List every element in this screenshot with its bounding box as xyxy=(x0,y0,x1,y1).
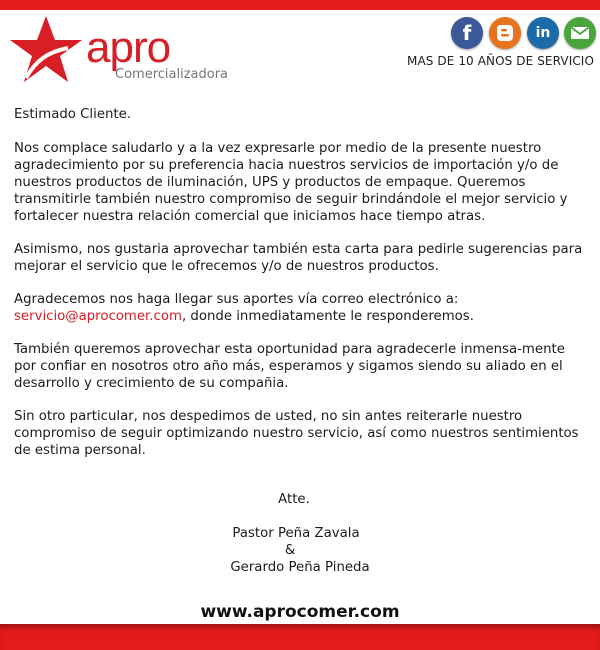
paragraph-5: Sin otro particular, nos despedimos de usted, no sin antes reiterarle nuestro compromiso de seguir optimizando nuestro servicio, así como nuestros sentimientos de estima personal. xyxy=(14,409,579,458)
apro-logo[interactable] xyxy=(8,16,238,86)
greeting: Estimado Cliente. xyxy=(14,107,132,122)
closing: Atte. xyxy=(278,492,310,507)
paragraph-1: Nos complace saludarlo y a la vez expresarle por medio de la presente nuestro agradecimiento por su preferencia hacia nuestros servicios de importación y/o de nuestros productos de iluminación, UPS y productos de empaque. Queremos transmitirle también nuestro compromiso de seguir brindándole el mejor servicio y fortalecer nuestra relación comercial que iniciamos hace tiempo atras. xyxy=(14,141,568,224)
paragraph-3-tail: , donde inmediatamente le responderemos. xyxy=(181,309,474,324)
paragraph-4: También queremos aprovechar esta oportunidad para agradecerle inmensa-mente por confiar en nosotros otro año más, esperamos y sigamos siendo su aliado en el desarrollo y crecimiento de su compañia. xyxy=(14,342,565,391)
signer-1: Pastor Peña Zavala xyxy=(232,526,360,541)
paragraph-2: Asimismo, nos gustaria aprovechar también esta carta para pedirle sugerencias para mejorar el servicio que le ofrecemos y/o de nuestros productos. xyxy=(14,242,583,274)
letter-body xyxy=(14,106,586,475)
blogger-icon[interactable] xyxy=(489,17,521,49)
brand-name: apro xyxy=(86,23,171,72)
website-link[interactable]: www.aprocomer.com xyxy=(200,602,400,622)
top-red-bar xyxy=(0,0,600,10)
brand-subtitle: Comercializadora xyxy=(115,67,229,82)
ampersand: & xyxy=(284,543,296,558)
paragraph-3-text: Agradecemos nos haga llegar sus aportes vía correo electrónico a: xyxy=(14,292,459,307)
linkedin-icon[interactable]: in xyxy=(527,17,559,49)
signer-2: Gerardo Peña Pineda xyxy=(230,560,370,575)
mail-icon[interactable] xyxy=(564,17,596,49)
paragraph-3 xyxy=(14,291,586,325)
email-link[interactable]: servicio@aprocomer.com xyxy=(14,309,182,324)
facebook-icon[interactable]: f xyxy=(451,17,483,49)
envelope-icon xyxy=(570,26,590,40)
star-logo-icon xyxy=(8,16,84,86)
bottom-red-bar xyxy=(0,624,600,650)
tagline: MAS DE 10 AÑOS DE SERVICIO xyxy=(406,54,594,68)
blogger-glyph-icon xyxy=(495,23,515,43)
